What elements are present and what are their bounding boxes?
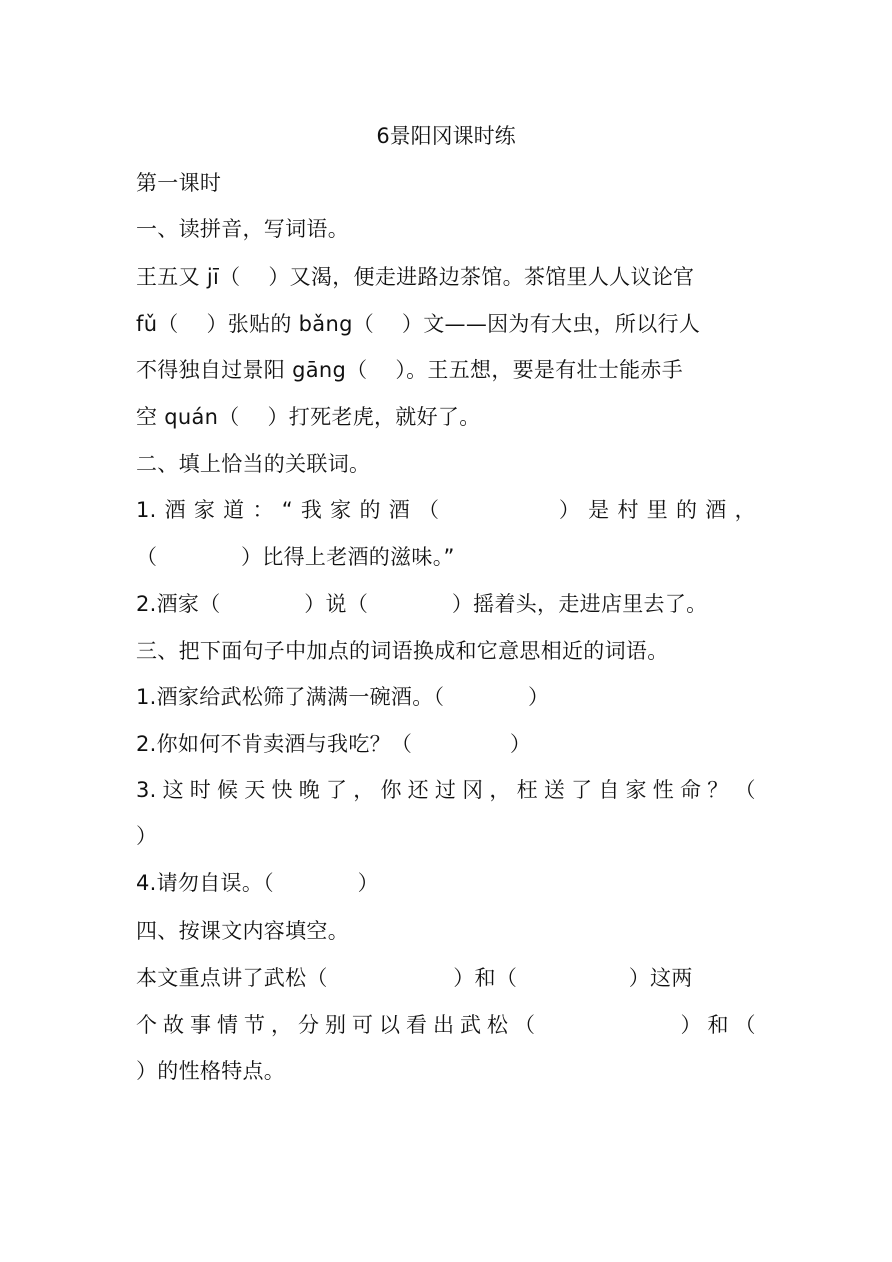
text-glyph: 1. <box>136 498 157 522</box>
text-glyph: ？ <box>707 778 729 802</box>
text-glyph: 以 <box>379 1013 401 1037</box>
text-glyph: 和 <box>707 1013 729 1037</box>
text-glyph: ） <box>541 1013 702 1037</box>
section2-heading: 二、填上恰当的关联词。 <box>136 452 371 476</box>
section3-question-1: 1.酒家给武松筛了满满一碗酒。（ ） <box>136 685 550 709</box>
lesson-label: 第一课时 <box>136 171 222 195</box>
text-glyph: 过 <box>434 778 457 802</box>
text-glyph: 3. <box>136 778 157 802</box>
text-glyph: 情 <box>217 1013 239 1037</box>
text-glyph: 出 <box>433 1013 455 1037</box>
text-glyph: （ <box>734 778 756 802</box>
text-glyph: 村 <box>617 498 639 522</box>
text-glyph: ， <box>271 1013 293 1037</box>
text-glyph: 时 <box>189 778 212 802</box>
section4-heading: 四、按课文内容填空。 <box>136 919 349 943</box>
text-glyph: ， <box>489 778 511 802</box>
text-glyph: ， <box>734 498 756 522</box>
text-glyph: （ <box>514 1013 536 1037</box>
text-glyph: 故 <box>163 1013 185 1037</box>
text-glyph: 你 <box>380 778 402 802</box>
text-glyph: 家 <box>330 498 352 522</box>
text-glyph: 道 <box>223 498 245 522</box>
text-glyph: （ <box>734 1013 756 1037</box>
section3-question-3-line-2: ） <box>136 824 158 848</box>
text-glyph: 的 <box>359 498 381 522</box>
text-glyph: 里 <box>646 498 669 522</box>
text-glyph: ： <box>252 498 274 522</box>
text-glyph: ， <box>353 778 375 802</box>
section3-question-3-line-1 <box>136 776 756 804</box>
text-glyph: “ <box>281 498 293 522</box>
text-glyph: 了 <box>571 778 593 802</box>
text-glyph: 还 <box>407 778 429 802</box>
text-glyph: 的 <box>676 498 698 522</box>
text-glyph: 命 <box>680 778 702 802</box>
text-glyph: 分 <box>298 1013 320 1037</box>
text-glyph: 天 <box>244 778 266 802</box>
section3-question-4: 4.请勿自误。（ ） <box>136 871 379 895</box>
text-glyph: 酒 <box>705 498 727 522</box>
text-glyph: 家 <box>193 498 216 522</box>
section4-line-3: ）的性格特点。 <box>136 1059 286 1083</box>
section1-line: 王五又 jī（ ）又渴，便走进路边茶馆。茶馆里人人议论官 <box>136 265 695 289</box>
text-glyph: 冈 <box>462 778 484 802</box>
text-glyph: 快 <box>271 778 293 802</box>
section1-heading: 一、读拼音，写词语。 <box>136 217 349 241</box>
section2-question-1-line-2: （ ）比得上老酒的滋味。” <box>136 545 455 569</box>
text-glyph: （ <box>418 498 440 522</box>
text-glyph: 送 <box>543 778 566 802</box>
section2-question-2: 2.酒家（ ）说（ ）摇着头，走进店里去了。 <box>136 592 708 616</box>
section1-line: fǔ（ ）张贴的 bǎng（ ）文——因为有大虫，所以行人 <box>136 312 701 336</box>
text-glyph: 酒 <box>388 498 411 522</box>
section3-heading: 三、把下面句子中加点的词语换成和它意思相近的词语。 <box>136 639 669 663</box>
text-glyph: 松 <box>487 1013 509 1037</box>
text-glyph: 晚 <box>298 778 321 802</box>
section1-line: 空 quán（ ）打死老虎，就好了。 <box>136 405 481 429</box>
text-glyph: 这 <box>162 778 184 802</box>
page-title: 6景阳冈课时练 <box>376 124 516 148</box>
text-glyph: 武 <box>460 1013 482 1037</box>
text-glyph: ） <box>447 498 581 522</box>
text-glyph: 个 <box>136 1013 158 1037</box>
text-glyph: 性 <box>652 778 675 802</box>
text-glyph: 候 <box>217 778 239 802</box>
section3-question-2: 2.你如何不肯卖酒与我吃？（ ） <box>136 732 532 756</box>
section2-question-1-line-1 <box>136 496 756 524</box>
text-glyph: 了 <box>325 778 348 802</box>
text-glyph: 酒 <box>164 498 186 522</box>
text-glyph: 别 <box>325 1013 347 1037</box>
section1-line: 不得独自过景阳 gāng（ ）。王五想，要是有壮士能赤手 <box>136 358 684 382</box>
text-glyph: 节 <box>244 1013 266 1037</box>
text-glyph: 是 <box>588 498 610 522</box>
text-glyph: 看 <box>406 1013 428 1037</box>
text-glyph: 自 <box>598 778 620 802</box>
text-glyph: 事 <box>190 1013 212 1037</box>
text-glyph: 家 <box>625 778 647 802</box>
text-glyph: 枉 <box>516 778 538 802</box>
text-glyph: 可 <box>352 1013 374 1037</box>
section4-line-1: 本文重点讲了武松（ ）和（ ）这两 <box>136 966 693 990</box>
text-glyph: 我 <box>300 498 323 522</box>
section4-line-2 <box>136 1011 756 1039</box>
